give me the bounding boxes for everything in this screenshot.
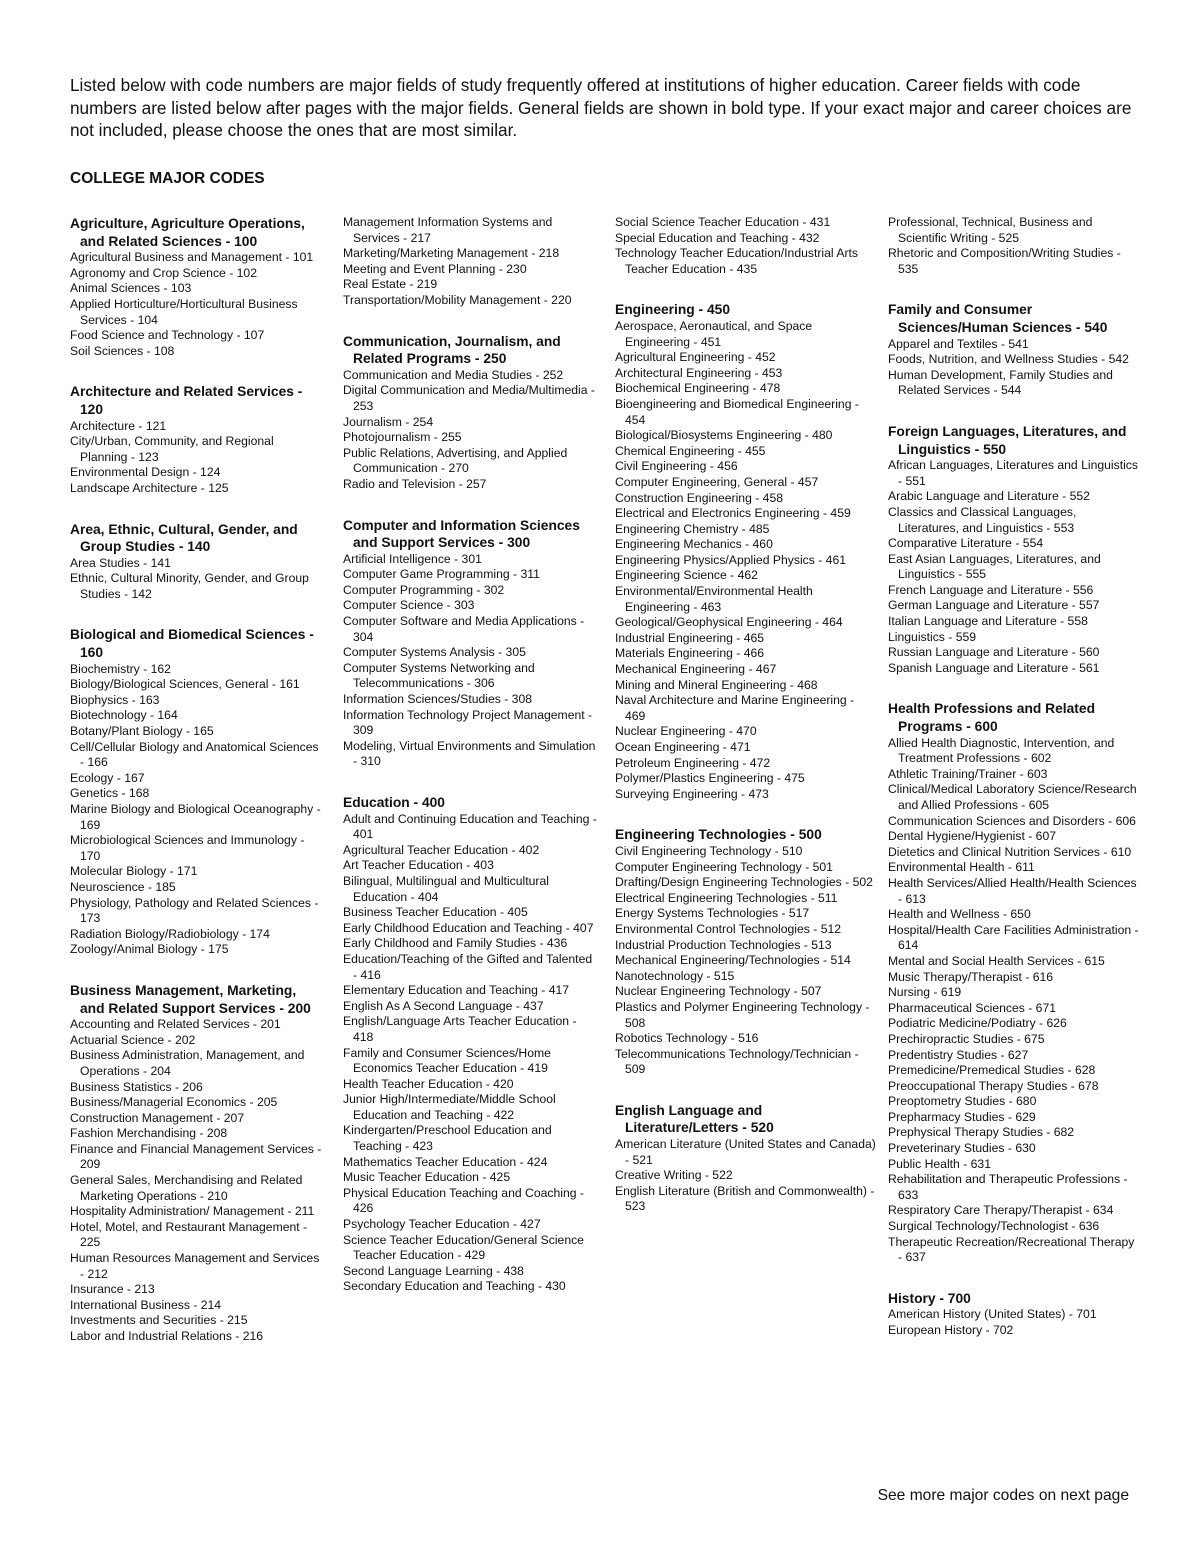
field-group-title: Foreign Languages, Literatures, and Linguistics - 550 [888, 423, 1127, 457]
major-entry: Meeting and Event Planning - 230 [343, 261, 527, 276]
major-entry: Apparel and Textiles - 541 [888, 336, 1029, 351]
major-entry: Bilingual, Multilingual and Multicultural Education - 404 [343, 873, 549, 904]
major-entry: English Literature (British and Commonwealth) - 523 [615, 1183, 875, 1214]
field-group-title: Engineering Technologies - 500 [615, 827, 822, 843]
major-entry: Russian Language and Literature - 560 [888, 645, 1100, 660]
major-entry: Allied Health Diagnostic, Intervention, and Treatment Professions - 602 [888, 735, 1115, 766]
major-entry: Neuroscience - 185 [70, 879, 176, 894]
major-entry: Energy Systems Technologies - 517 [615, 906, 810, 921]
major-entry: International Business - 214 [70, 1297, 222, 1312]
major-entry: Music Therapy/Therapist - 616 [888, 969, 1054, 984]
major-entry: Social Science Teacher Education - 431 [615, 215, 831, 229]
major-entry: Computer Engineering, General - 457 [615, 474, 819, 489]
major-list [343, 368, 598, 493]
major-entry: Genetics - 168 [70, 786, 150, 801]
major-entry: Podiatric Medicine/Podiatry - 626 [888, 1016, 1067, 1031]
field-group-title: Family and Consumer Sciences/Human Sciences - 540 [888, 302, 1108, 335]
major-entry: Art Teacher Education - 403 [343, 858, 494, 873]
major-entry: Naval Architecture and Marine Engineering - 469 [615, 693, 855, 723]
major-entry: Communication Sciences and Disorders - 606 [888, 813, 1136, 828]
major-entry: Health Teacher Education - 420 [343, 1076, 514, 1091]
major-entry: Mechanical Engineering - 467 [615, 662, 777, 677]
major-entry: Respiratory Care Therapy/Therapist - 634 [888, 1203, 1114, 1218]
major-entry: Robotics Technology - 516 [615, 1031, 759, 1046]
major-entry: Agricultural Teacher Education - 402 [343, 842, 540, 857]
major-list [70, 1017, 322, 1344]
major-entry: English/Language Arts Teacher Education - 418 [343, 1014, 577, 1044]
field-group [70, 521, 322, 603]
major-entry: Electrical and Electronics Engineering - 459 [615, 506, 851, 521]
major-entry: Family and Consumer Sciences/Home Economics Teacher Education - 419 [343, 1045, 551, 1076]
major-entry: Drafting/Design Engineering Technologies - 502 [615, 875, 873, 890]
major-entry: Human Resources Management and Services - 212 [70, 1251, 320, 1281]
major-entry: Communication and Media Studies - 252 [343, 367, 564, 382]
major-entry: Zoology/Animal Biology - 175 [70, 942, 229, 957]
major-entry: Marketing/Marketing Management - 218 [343, 246, 560, 261]
major-entry: Music Teacher Education - 425 [343, 1170, 511, 1185]
major-entry: Aerospace, Aeronautical, and Space Engineering - 451 [615, 318, 813, 349]
major-entry: Artificial Intelligence - 301 [343, 551, 482, 566]
major-entry: Prephysical Therapy Studies - 682 [888, 1125, 1075, 1140]
major-entry: Environmental/Environmental Health Engineering - 463 [615, 584, 813, 614]
major-entry: Computer Systems Analysis - 305 [343, 645, 526, 660]
major-entry: Architectural Engineering - 453 [615, 365, 783, 380]
field-group [615, 215, 877, 277]
major-entry: Food Science and Technology - 107 [70, 328, 265, 343]
major-entry: Information Technology Project Management - 309 [343, 707, 593, 738]
major-entry: Chemical Engineering - 455 [615, 443, 766, 458]
major-entry: Engineering Science - 462 [615, 568, 758, 583]
codes-column-4 [888, 215, 1140, 1363]
major-entry: Applied Horticulture/Horticultural Business Services - 104 [70, 296, 298, 327]
major-entry: Public Relations, Advertising, and Applied Communication - 270 [343, 445, 568, 476]
major-entry: Pharmaceutical Sciences - 671 [888, 1000, 1057, 1015]
field-group [70, 626, 322, 957]
major-list [888, 1307, 1140, 1338]
codes-column-3 [615, 215, 877, 1239]
major-entry: Prechiropractic Studies - 675 [888, 1031, 1045, 1046]
major-entry: Electrical Engineering Technologies - 511 [615, 890, 838, 905]
field-group-title: Area, Ethnic, Cultural, Gender, and Group Studies - 140 [70, 521, 298, 555]
major-entry: Predentistry Studies - 627 [888, 1047, 1029, 1062]
major-entry: Dietetics and Clinical Nutrition Services - 610 [888, 844, 1132, 859]
major-entry: Mathematics Teacher Education - 424 [343, 1154, 548, 1169]
major-entry: Molecular Biology - 171 [70, 864, 198, 879]
major-entry: Cell/Cellular Biology and Anatomical Sciences - 166 [70, 739, 319, 770]
major-entry: Investments and Securities - 215 [70, 1313, 248, 1328]
field-group-title: Business Management, Marketing, and Related Support Services - 200 [70, 982, 311, 1016]
major-entry: Nanotechnology - 515 [615, 968, 735, 983]
major-entry: Foods, Nutrition, and Wellness Studies - 542 [888, 352, 1129, 367]
major-entry: Management Information Systems and Services - 217 [343, 215, 553, 245]
major-entry: Italian Language and Literature - 558 [888, 614, 1088, 629]
major-entry: Hotel, Motel, and Restaurant Management - 225 [70, 1219, 308, 1250]
major-entry: Soil Sciences - 108 [70, 343, 175, 358]
major-entry: Premedicine/Premedical Studies - 628 [888, 1063, 1096, 1078]
major-entry: Health Services/Allied Health/Health Sciences - 613 [888, 875, 1137, 906]
major-entry: Public Health - 631 [888, 1156, 991, 1171]
major-entry: Mechanical Engineering/Technologies - 514 [615, 953, 851, 968]
major-list [343, 552, 598, 770]
field-group-title: Biological and Biomedical Sciences - 160 [70, 627, 314, 661]
major-entry: Information Sciences/Studies - 308 [343, 692, 533, 707]
major-entry: Marine Biology and Biological Oceanography - 169 [70, 802, 321, 832]
major-entry: Secondary Education and Teaching - 430 [343, 1279, 566, 1294]
major-entry: Creative Writing - 522 [615, 1168, 733, 1183]
major-entry: Elementary Education and Teaching - 417 [343, 983, 570, 998]
field-group [615, 1102, 877, 1215]
field-group-title: Communication, Journalism, and Related Programs - 250 [343, 333, 561, 367]
major-list [615, 844, 877, 1078]
major-entry: Photojournalism - 255 [343, 430, 462, 445]
major-entry: European History - 702 [888, 1323, 1014, 1337]
field-group [615, 301, 877, 802]
major-entry: Transportation/Mobility Management - 220 [343, 292, 572, 307]
major-entry: Microbiological Sciences and Immunology - 170 [70, 833, 305, 863]
major-entry: Therapeutic Recreation/Recreational Therapy - 637 [888, 1234, 1135, 1265]
major-list [70, 556, 322, 603]
major-entry: Fashion Merchandising - 208 [70, 1126, 228, 1141]
major-list [888, 458, 1140, 676]
major-entry: Early Childhood and Family Studies - 436 [343, 936, 568, 951]
major-entry: Telecommunications Technology/Technician - 509 [615, 1046, 859, 1077]
major-entry: Biochemical Engineering - 478 [615, 381, 781, 396]
major-entry: Clinical/Medical Laboratory Science/Research and Allied Professions - 605 [888, 782, 1137, 812]
field-group [70, 383, 322, 496]
major-entry: African Languages, Literatures and Linguistics - 551 [888, 458, 1138, 488]
major-entry: Computer Systems Networking and Telecommunications - 306 [343, 660, 535, 691]
major-entry: Human Development, Family Studies and Related Services - 544 [888, 367, 1113, 398]
major-entry: Hospitality Administration/ Management - 211 [70, 1204, 315, 1219]
major-list [888, 736, 1140, 1266]
major-entry: Linguistics - 559 [888, 629, 977, 644]
major-entry: Area Studies - 141 [70, 555, 171, 570]
major-entry: Insurance - 213 [70, 1282, 155, 1297]
major-entry: Modeling, Virtual Environments and Simulation - 310 [343, 738, 596, 769]
major-entry: Early Childhood Education and Teaching - 407 [343, 920, 594, 935]
major-entry: Business Statistics - 206 [70, 1079, 203, 1094]
major-entry: Civil Engineering Technology - 510 [615, 843, 803, 858]
major-entry: Health and Wellness - 650 [888, 907, 1031, 922]
major-entry: Materials Engineering - 466 [615, 646, 765, 661]
major-entry: Comparative Literature - 554 [888, 536, 1044, 551]
major-entry: Radio and Television - 257 [343, 476, 487, 491]
major-entry: French Language and Literature - 556 [888, 582, 1094, 597]
major-entry: Botany/Plant Biology - 165 [70, 724, 214, 739]
major-entry: General Sales, Merchandising and Related Marketing Operations - 210 [70, 1173, 303, 1203]
major-list [888, 337, 1140, 399]
major-entry: East Asian Languages, Literatures, and Linguistics - 555 [888, 551, 1101, 582]
major-entry: German Language and Literature - 557 [888, 598, 1100, 613]
intro-paragraph: Listed below with code numbers are major fields of study frequently offered at institutions of higher education. Career fields with code numbers are listed below after pages with the major fields. General fields are shown in bold type. If your exact major and career choices are not included, please choose the ones that are most similar. [70, 75, 1132, 140]
major-list [615, 1137, 877, 1215]
major-entry: Computer Programming - 302 [343, 582, 505, 597]
major-entry: Biophysics - 163 [70, 692, 160, 707]
major-list [70, 250, 322, 359]
field-group [888, 700, 1140, 1265]
major-entry: Radiation Biology/Radiobiology - 174 [70, 926, 270, 941]
major-entry: Mental and Social Health Services - 615 [888, 953, 1105, 968]
major-entry: Labor and Industrial Relations - 216 [70, 1329, 264, 1343]
field-group-title: Health Professions and Related Programs - 600 [888, 701, 1096, 735]
major-entry: Bioengineering and Biomedical Engineering - 454 [615, 396, 859, 427]
codes-column-2 [343, 215, 598, 1319]
major-entry: Finance and Financial Management Services - 209 [70, 1141, 322, 1172]
field-group-title: Education - 400 [343, 795, 445, 810]
field-group [888, 301, 1140, 399]
major-entry: Hospital/Health Care Facilities Administration - 614 [888, 922, 1139, 953]
field-group [888, 215, 1140, 277]
major-entry: Construction Engineering - 458 [615, 490, 784, 505]
major-entry: Technology Teacher Education/Industrial Arts Teacher Education - 435 [615, 246, 858, 276]
major-list [888, 215, 1140, 277]
major-entry: Dental Hygiene/Hygienist - 607 [888, 829, 1057, 844]
major-entry: Second Language Learning - 438 [343, 1263, 524, 1278]
field-group [343, 215, 598, 309]
major-entry: Kindergarten/Preschool Education and Teaching - 423 [343, 1123, 552, 1154]
major-entry: Classics and Classical Languages, Literatures, and Linguistics - 553 [888, 504, 1077, 535]
major-entry: Ecology - 167 [70, 770, 145, 785]
major-entry: Business Teacher Education - 405 [343, 905, 528, 920]
major-entry: Engineering Chemistry - 485 [615, 521, 770, 536]
major-entry: Computer Engineering Technology - 501 [615, 859, 833, 874]
page-heading: COLLEGE MAJOR CODES [70, 170, 265, 187]
major-entry: Computer Software and Media Applications - 304 [343, 614, 585, 644]
field-group [70, 215, 322, 359]
major-entry: Industrial Production Technologies - 513 [615, 937, 832, 952]
major-entry: American History (United States) - 701 [888, 1307, 1097, 1322]
major-entry: Agricultural Engineering - 452 [615, 350, 776, 365]
major-entry: Biological/Biosystems Engineering - 480 [615, 428, 833, 443]
field-group-title: Architecture and Related Services - 120 [70, 384, 303, 417]
major-entry: Rhetoric and Composition/Writing Studies - 535 [888, 246, 1121, 276]
major-entry: Environmental Health - 611 [888, 860, 1035, 875]
major-list [70, 662, 322, 958]
major-entry: Polymer/Plastics Engineering - 475 [615, 771, 805, 786]
major-entry: Construction Management - 207 [70, 1110, 245, 1125]
major-entry: Biology/Biological Sciences, General - 161 [70, 677, 300, 692]
major-entry: Mining and Mineral Engineering - 468 [615, 677, 818, 692]
major-list [343, 812, 598, 1295]
major-entry: Agronomy and Crop Science - 102 [70, 265, 257, 280]
major-entry: Prepharmacy Studies - 629 [888, 1109, 1036, 1124]
major-entry: Environmental Control Technologies - 512 [615, 921, 842, 936]
major-entry: Geological/Geophysical Engineering - 464 [615, 615, 843, 630]
major-entry: Biotechnology - 164 [70, 708, 178, 723]
field-group [615, 826, 877, 1078]
major-entry: Surgical Technology/Technologist - 636 [888, 1219, 1100, 1234]
major-entry: Science Teacher Education/General Science Teacher Education - 429 [343, 1232, 584, 1263]
major-entry: Actuarial Science - 202 [70, 1032, 196, 1047]
major-list [70, 419, 322, 497]
major-entry: Ethnic, Cultural Minority, Gender, and Group Studies - 142 [70, 571, 309, 601]
major-entry: Ocean Engineering - 471 [615, 740, 751, 754]
major-list [615, 215, 877, 277]
field-group-title: History - 700 [888, 1290, 971, 1306]
major-entry: Business/Managerial Economics - 205 [70, 1095, 278, 1110]
major-entry: Computer Game Programming - 311 [343, 567, 540, 582]
major-list [615, 319, 877, 802]
major-entry: Surveying Engineering - 473 [615, 786, 769, 801]
major-entry: Business Administration, Management, and Operations - 204 [70, 1048, 305, 1078]
major-entry: Computer Science - 303 [343, 598, 475, 613]
major-entry: Preveterinary Studies - 630 [888, 1141, 1036, 1156]
major-list [343, 215, 598, 309]
major-entry: Landscape Architecture - 125 [70, 480, 229, 495]
field-group-title: Engineering - 450 [615, 302, 731, 318]
field-group [888, 423, 1140, 677]
major-entry: American Literature (United States and Canada) - 521 [615, 1137, 876, 1167]
major-entry: Real Estate - 219 [343, 277, 438, 292]
major-entry: Agricultural Business and Management - 101 [70, 250, 314, 265]
major-entry: Preoptometry Studies - 680 [888, 1094, 1037, 1109]
major-entry: Nuclear Engineering - 470 [615, 724, 757, 739]
major-entry: Biochemistry - 162 [70, 661, 171, 676]
field-group-title: English Language and Literature/Letters - 520 [615, 1102, 774, 1136]
major-entry: Athletic Training/Trainer - 603 [888, 766, 1048, 781]
major-entry: Arabic Language and Literature - 552 [888, 489, 1090, 504]
major-entry: Journalism - 254 [343, 414, 434, 429]
major-entry: Special Education and Teaching - 432 [615, 230, 820, 245]
major-entry: Preoccupational Therapy Studies - 678 [888, 1078, 1099, 1093]
field-group [343, 517, 598, 771]
major-entry: Civil Engineering - 456 [615, 459, 738, 474]
major-entry: Physiology, Pathology and Related Sciences - 173 [70, 895, 319, 926]
major-entry: Architecture - 121 [70, 418, 167, 433]
major-entry: Plastics and Polymer Engineering Technology - 508 [615, 999, 870, 1030]
major-entry: Engineering Mechanics - 460 [615, 537, 773, 552]
field-group [888, 1290, 1140, 1339]
major-entry: Digital Communication and Media/Multimedia - 253 [343, 383, 595, 413]
codes-column-1 [70, 215, 322, 1369]
major-entry: Education/Teaching of the Gifted and Talented - 416 [343, 951, 593, 982]
major-entry: English As A Second Language - 437 [343, 998, 544, 1013]
major-entry: Animal Sciences - 103 [70, 281, 192, 296]
major-entry: Professional, Technical, Business and Scientific Writing - 525 [888, 215, 1093, 245]
field-group [70, 982, 322, 1345]
major-entry: Industrial Engineering - 465 [615, 630, 765, 645]
major-entry: Environmental Design - 124 [70, 465, 221, 480]
major-entry: Spanish Language and Literature - 561 [888, 660, 1100, 675]
field-group-title: Computer and Information Sciences and Support Services - 300 [343, 517, 580, 551]
major-entry: Accounting and Related Services - 201 [70, 1017, 281, 1032]
major-entry: Petroleum Engineering - 472 [615, 755, 771, 770]
field-group-title: Agriculture, Agriculture Operations, and Related Sciences - 100 [70, 216, 305, 249]
major-entry: Engineering Physics/Applied Physics - 461 [615, 552, 847, 567]
field-group [343, 333, 598, 493]
next-page-note: See more major codes on next page [877, 1487, 1129, 1504]
field-group [343, 794, 598, 1295]
major-entry: Psychology Teacher Education - 427 [343, 1217, 541, 1232]
major-entry: Nursing - 619 [888, 985, 962, 1000]
major-entry: Rehabilitation and Therapeutic Professions - 633 [888, 1172, 1128, 1202]
major-entry: Physical Education Teaching and Coaching - 426 [343, 1185, 584, 1216]
major-entry: Adult and Continuing Education and Teaching - 401 [343, 811, 597, 842]
major-entry: Nuclear Engineering Technology - 507 [615, 984, 822, 999]
major-entry: Junior High/Intermediate/Middle School Education and Teaching - 422 [343, 1092, 556, 1122]
major-entry: City/Urban, Community, and Regional Planning - 123 [70, 434, 274, 464]
